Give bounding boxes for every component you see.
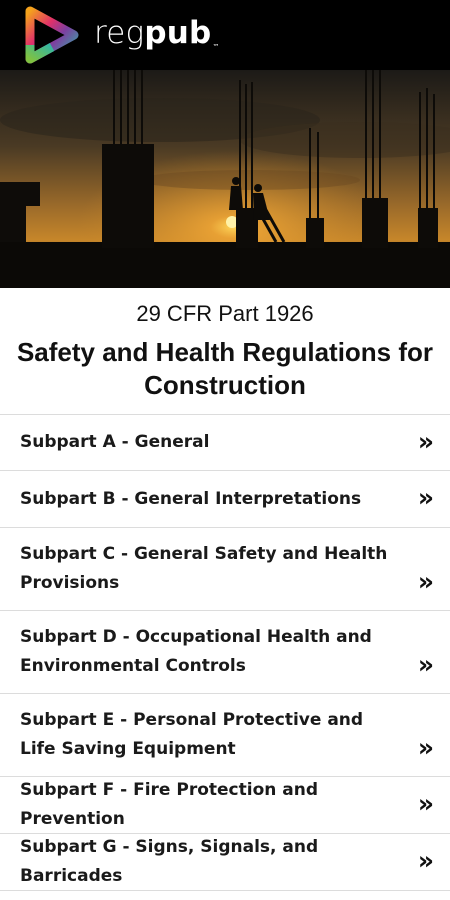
double-chevron-right-icon: » (417, 789, 434, 818)
subpart-list (0, 414, 450, 891)
brand-name-bold: pub (144, 15, 212, 51)
subpart-item-f[interactable] (0, 777, 450, 834)
construction-sunset-photo (0, 70, 450, 288)
cfr-part-label: 29 CFR Part 1926 (136, 301, 314, 326)
subpart-label: Subpart A - General (20, 432, 210, 452)
subpart-item-d[interactable] (0, 611, 450, 694)
brand-name (94, 15, 220, 51)
subpart-label: Subpart D - Occupational Health and Environmental Controls (20, 627, 372, 676)
double-chevron-right-icon: » (417, 567, 434, 596)
subpart-label: Subpart G - Signs, Signals, and Barricades (20, 837, 319, 886)
subpart-label: Subpart B - General Interpretations (20, 488, 362, 509)
regulation-heading (0, 288, 450, 402)
double-chevron-right-icon: » (417, 846, 434, 875)
trademark-mark: ™ (212, 43, 220, 51)
subpart-label: Subpart F - Fire Protection and Prevention (20, 780, 319, 829)
subpart-item-c[interactable] (0, 528, 450, 611)
hero-image (0, 70, 450, 288)
page-title: Safety and Health Regulations for Construction (16, 337, 434, 400)
double-chevron-right-icon: » (417, 483, 434, 512)
subpart-label: Subpart E - Personal Protective and Life Saving Equipment (20, 710, 364, 759)
subpart-item-b[interactable] (0, 471, 450, 528)
play-triangle-logo-icon[interactable] (22, 5, 82, 65)
subpart-label: Subpart C - General Safety and Health Provisions (20, 544, 388, 593)
app-bar (0, 0, 450, 70)
double-chevron-right-icon: » (417, 733, 434, 762)
subpart-item-e[interactable] (0, 694, 450, 777)
brand-name-light: reg (94, 15, 145, 51)
double-chevron-right-icon: » (417, 650, 434, 679)
subpart-item-g[interactable] (0, 834, 450, 891)
double-chevron-right-icon: » (417, 427, 434, 456)
subpart-item-a[interactable] (0, 415, 450, 471)
